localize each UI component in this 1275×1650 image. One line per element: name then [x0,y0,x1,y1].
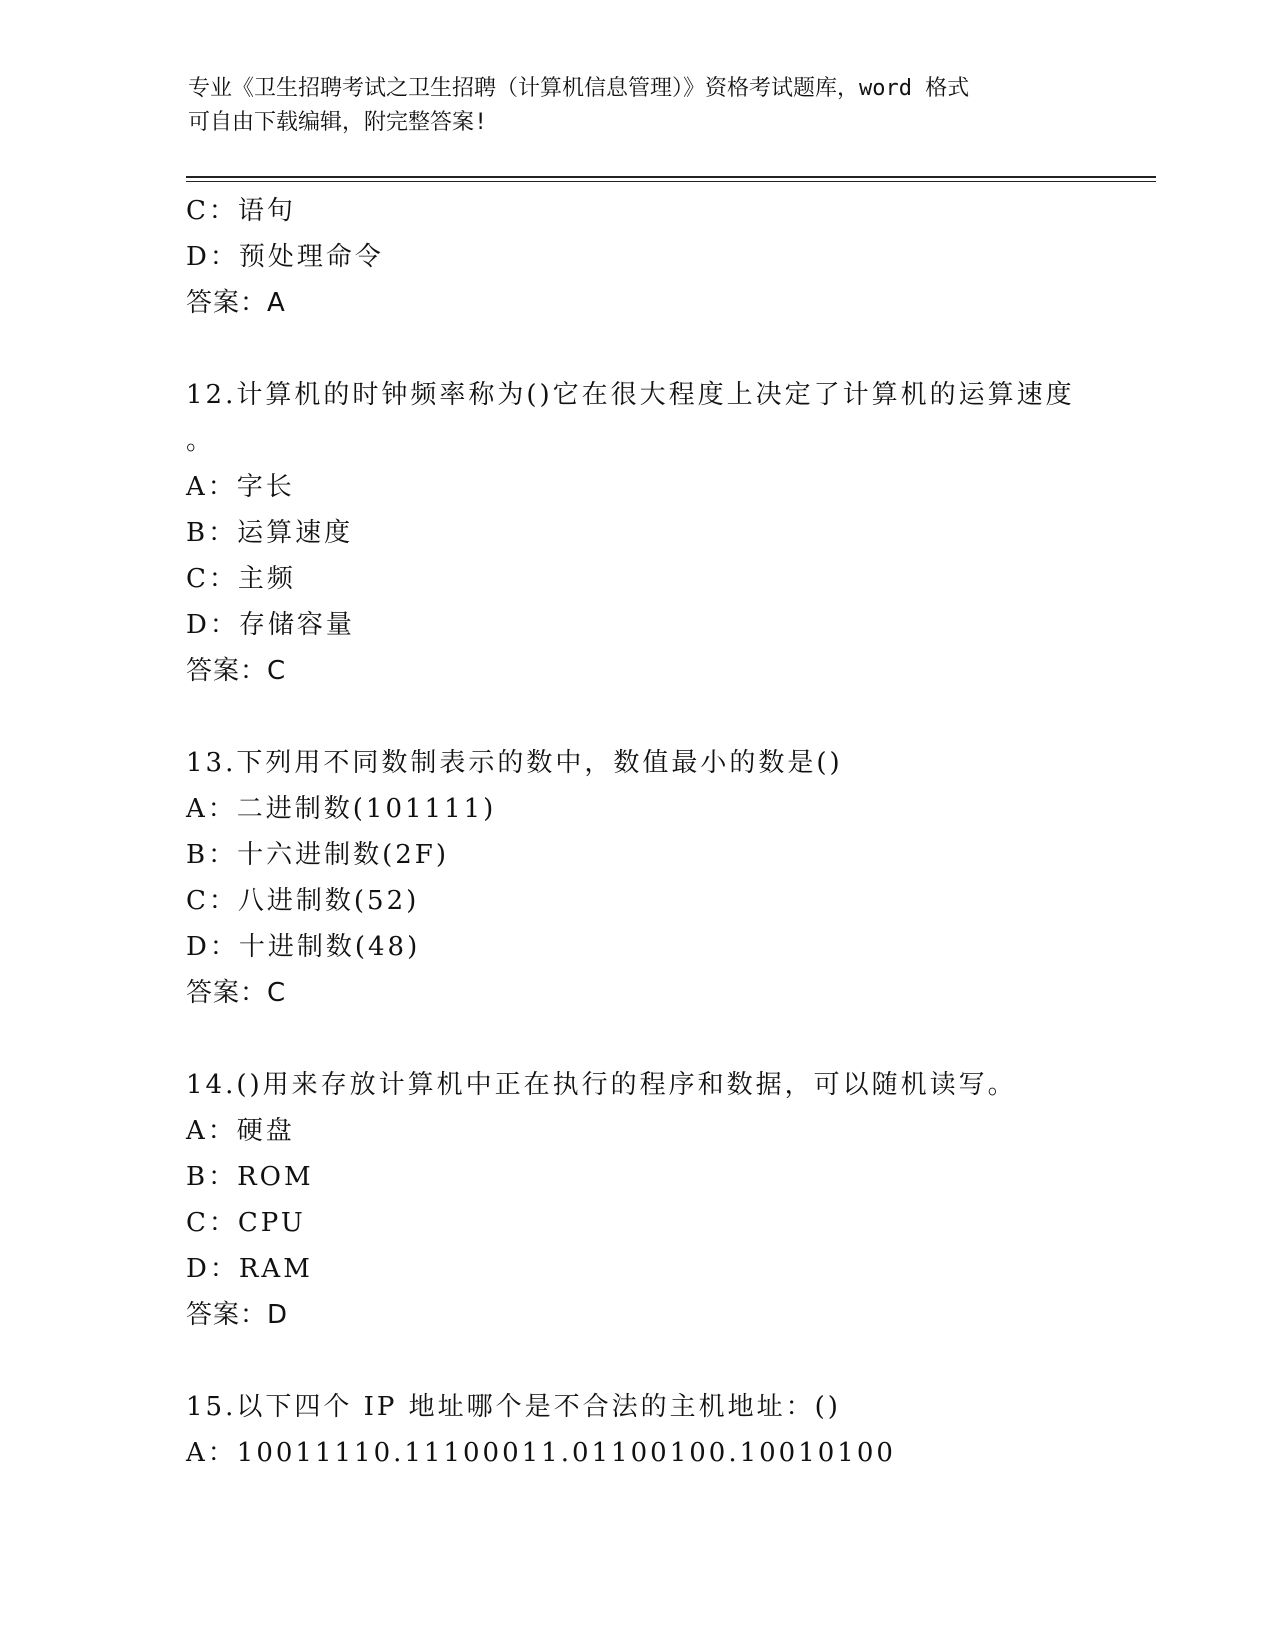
option-b: B：十六进制数(2F) [186,840,449,870]
option-b: B：运算速度 [186,518,354,548]
header-line-1: 专业《卫生招聘考试之卫生招聘（计算机信息管理）》资格考试题库，word 格式 [188,76,970,101]
option-a: A：二进制数(101111) [186,794,497,824]
option-d: D：预处理命令 [186,242,384,272]
option-c: C：主频 [186,564,296,594]
option-a: A：10011110.11100011.01100100.10010100 [186,1438,896,1468]
question-text-continued: 。 [186,426,216,456]
question-11-tail [186,188,1086,326]
header-rule-thin [186,181,1156,182]
option-d: D：十进制数(48) [186,932,421,962]
spacer [186,1338,1086,1384]
document-header [188,72,1068,140]
option-c: C：语句 [186,196,296,226]
option-c: C：CPU [186,1208,306,1238]
question-text: 13.下列用不同数制表示的数中，数值最小的数是() [186,748,843,778]
spacer [186,694,1086,740]
option-d: D：RAM [186,1254,313,1284]
header-line-2: 可自由下载编辑，附完整答案! [188,110,488,135]
question-14 [186,1062,1086,1338]
spacer [186,1016,1086,1062]
option-a: A：硬盘 [186,1116,295,1146]
question-text: 15.以下四个 IP 地址哪个是不合法的主机地址：() [186,1392,841,1422]
question-13 [186,740,1086,1016]
answer: 答案：C [186,656,287,686]
answer: 答案：D [186,1300,289,1330]
question-12 [186,372,1086,694]
question-15 [186,1384,1086,1476]
question-text: 14.()用来存放计算机中正在执行的程序和数据，可以随机读写。 [186,1070,1017,1100]
option-c: C：八进制数(52) [186,886,420,916]
question-list [186,188,1086,1476]
answer: 答案：C [186,978,287,1008]
spacer [186,326,1086,372]
header-rule-thick [186,176,1156,178]
option-b: B：ROM [186,1162,314,1192]
question-text: 12.计算机的时钟频率称为()它在很大程度上决定了计算机的运算速度 [186,380,1075,410]
option-d: D：存储容量 [186,610,355,640]
answer: 答案：A [186,288,286,318]
option-a: A：字长 [186,472,295,502]
